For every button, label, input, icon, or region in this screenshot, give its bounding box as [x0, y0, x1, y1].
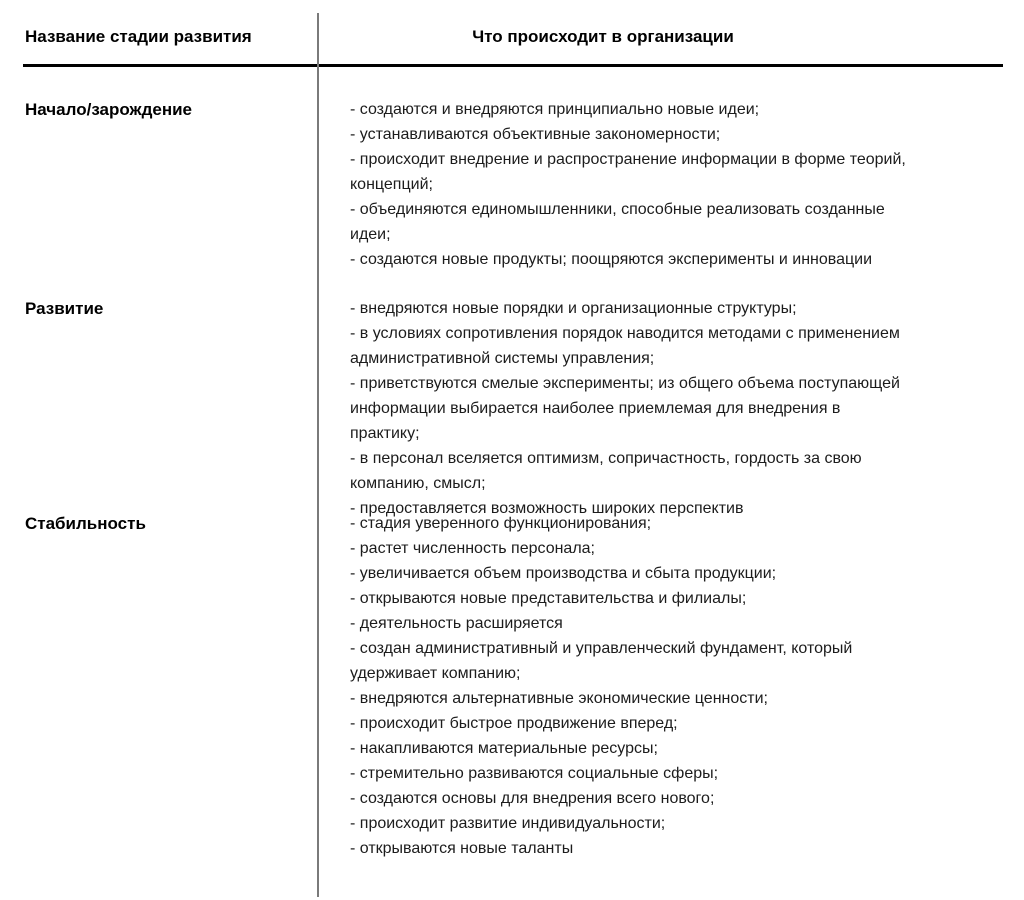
column-header-organization-events: Что происходит в организации	[472, 27, 734, 46]
bullet-item: - открываются новые представительства и филиалы;	[350, 590, 747, 607]
bullet-item: - устанавливаются объективные закономерности;	[350, 126, 721, 143]
header-divider-line	[23, 64, 1003, 67]
bullet-item: - происходит быстрое продвижение вперед;	[350, 715, 678, 732]
bullet-item: - происходит внедрение и распространение информации в форме теорий, концепций;	[350, 151, 906, 193]
bullet-item: - стадия уверенного функционирования;	[350, 515, 652, 532]
bullet-item: - увеличивается объем производства и сбыта продукции;	[350, 565, 777, 582]
stage-name-stability: Стабильность	[25, 514, 146, 533]
bullet-item: - растет численность персонала;	[350, 540, 595, 557]
stage-description-list-stability	[350, 511, 910, 861]
bullet-item: - объединяются единомышленники, способные реализовать созданные идеи;	[350, 201, 885, 243]
bullet-item: - накапливаются материальные ресурсы;	[350, 740, 658, 757]
stage-description-list-development	[350, 296, 910, 521]
bullet-item: - создаются основы для внедрения всего нового;	[350, 790, 715, 807]
bullet-item: - создаются и внедряются принципиально новые идеи;	[350, 101, 760, 118]
bullet-item: - внедряются альтернативные экономические ценности;	[350, 690, 768, 707]
column-header-stage-name: Название стадии развития	[25, 27, 252, 46]
column-divider-line	[317, 13, 319, 897]
bullet-item: - внедряются новые порядки и организационные структуры;	[350, 300, 797, 317]
stage-name-inception: Начало/зарождение	[25, 100, 193, 119]
bullet-item: - создаются новые продукты; поощряются эксперименты и инновации	[350, 251, 873, 268]
bullet-item: - деятельность расширяется	[350, 615, 563, 632]
bullet-item: - открываются новые таланты	[350, 840, 574, 857]
bullet-item: - происходит развитие индивидуальности;	[350, 815, 666, 832]
bullet-item: - в персонал вселяется оптимизм, сопричастность, гордость за свою компанию, смысл;	[350, 450, 862, 492]
bullet-item: - создан административный и управленческий фундамент, который удерживает компанию;	[350, 640, 853, 682]
bullet-item: - предоставляется возможность широких перспектив	[350, 500, 744, 517]
stage-description-list-inception	[350, 97, 910, 272]
stage-name-development: Развитие	[25, 299, 104, 318]
bullet-item: - приветствуются смелые эксперименты; из общего объема поступающей информации выбирается наиболее приемлемая для внедрения в практику;	[350, 375, 900, 442]
bullet-item: - стремительно развиваются социальные сферы;	[350, 765, 719, 782]
bullet-item: - в условиях сопротивления порядок наводится методами с применением административной системы управления;	[350, 325, 900, 367]
